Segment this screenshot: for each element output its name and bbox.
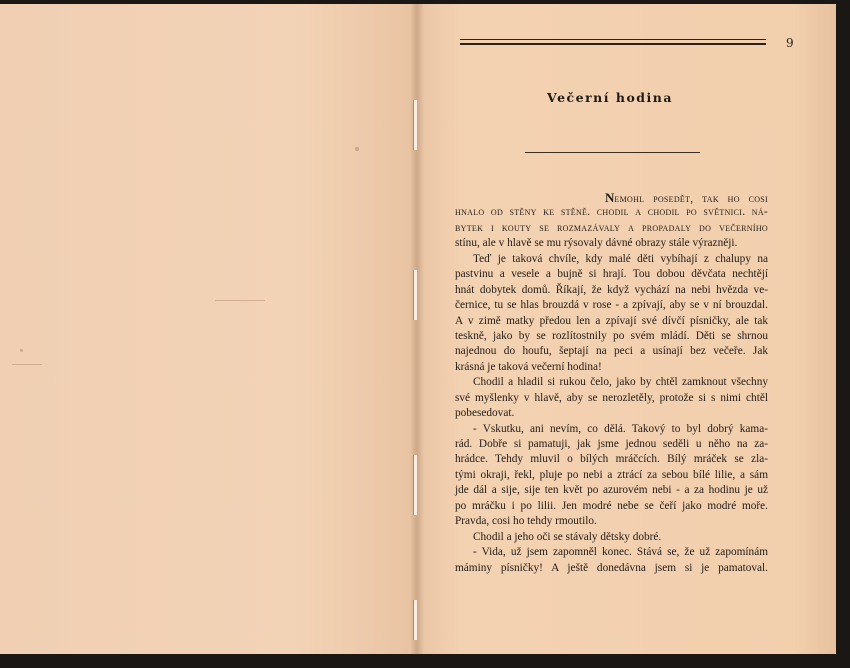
text-line: bytek i kouty se rozmazávaly a propadaly do večerního (455, 221, 768, 234)
text-line: - Vida, už jsem zapomněl konec. Stává se, že už zapomínám (473, 546, 768, 559)
paper-crease (12, 364, 42, 365)
text-line: stínu, ale v hlavě se mu rýsovaly dávné obrazy stále výrazněji. (455, 237, 738, 250)
text-line: máminy písničky! A ještě donedávna jsem si je pamatoval. (455, 561, 768, 574)
page-number: 9 (786, 36, 794, 50)
text-line: pastvinu a vesele a bujně si hrají. Tou dobou děvčata nechtějí (455, 268, 768, 281)
header-rule-thick (460, 43, 766, 45)
text-line: hnalo od stěny ke stěně. chodil a chodil po světnici. ná- (455, 206, 768, 219)
text-line: po mráčku i po lilii. Jen modré nebe se čeří jako modré moře. (455, 499, 768, 512)
paper-spot (355, 147, 359, 151)
text-line: A v zimě matky předou len a zpívají své dívčí písničky, ale tak (455, 314, 768, 327)
text-line: Chodil a hladil si rukou čelo, jako by chtěl zamknout všechny (473, 376, 768, 389)
text-line: rád. Dobře si pamatuji, jak jsme jednou seděli u něho na za- (455, 438, 768, 450)
binding-stitch (413, 100, 417, 150)
drop-cap: N (605, 190, 615, 205)
left-page-blank (0, 4, 418, 658)
text-line: jde dál a sije, sije ten květ po azurovém nebi - a za hodinu je už (455, 484, 768, 497)
body-text (455, 190, 768, 576)
text-line: najednou do houfu, šeptají na peci a usínají bez večeře. Jak (455, 345, 768, 358)
paper-crease (215, 300, 265, 301)
text-line: hnát dobytek domů. Říkají, že když vychází na nebi hvězda ve- (455, 283, 768, 296)
page-bottom-edge (0, 654, 850, 668)
text-line: své myšlenky v hlavě, aby se nerozletěly, protože si s nimi chtěl (455, 391, 768, 404)
title-rule (525, 152, 700, 153)
opening-line (455, 190, 768, 205)
text-line: Chodil a jeho oči se stávaly dětsky dobré. (473, 530, 662, 543)
text-line: Pravda, cosi ho tehdy rmoutilo. (455, 515, 597, 528)
header-rule (460, 39, 766, 40)
paper-spot (20, 349, 23, 352)
opening-small-caps: emohl posedět, tak ho cosi (614, 193, 768, 205)
binding-stitch (413, 600, 417, 640)
text-line: - Vskutku, ani nevím, co dělá. Takový to byl dobrý kama- (473, 422, 768, 435)
text-line: černice, tu se hlas brouzdá v rose - a zpívají, aby se v ní brouzdal. (455, 299, 768, 312)
text-line: pobesedovat. (455, 407, 515, 420)
text-line: teskně, jako by se rozlítostnily po svém mládí. Děti se shrnou (455, 329, 768, 342)
binding-stitch (413, 270, 417, 320)
binding-stitch (413, 455, 417, 515)
text-line: Teď je taková chvíle, kdy malé děti vybíhají z chalupy na (473, 252, 768, 265)
text-line: krásná je taková večerní hodina! (455, 360, 602, 373)
text-line: hrádce. Tehdy mluvil o bílých mráčcích. Bílý mráček se zla- (455, 453, 768, 466)
chapter-title: Večerní hodina (547, 90, 673, 105)
text-line: tými okraji, řekl, pluje po nebi a ztrácí za sebou bílé lilie, a sám (455, 468, 768, 481)
